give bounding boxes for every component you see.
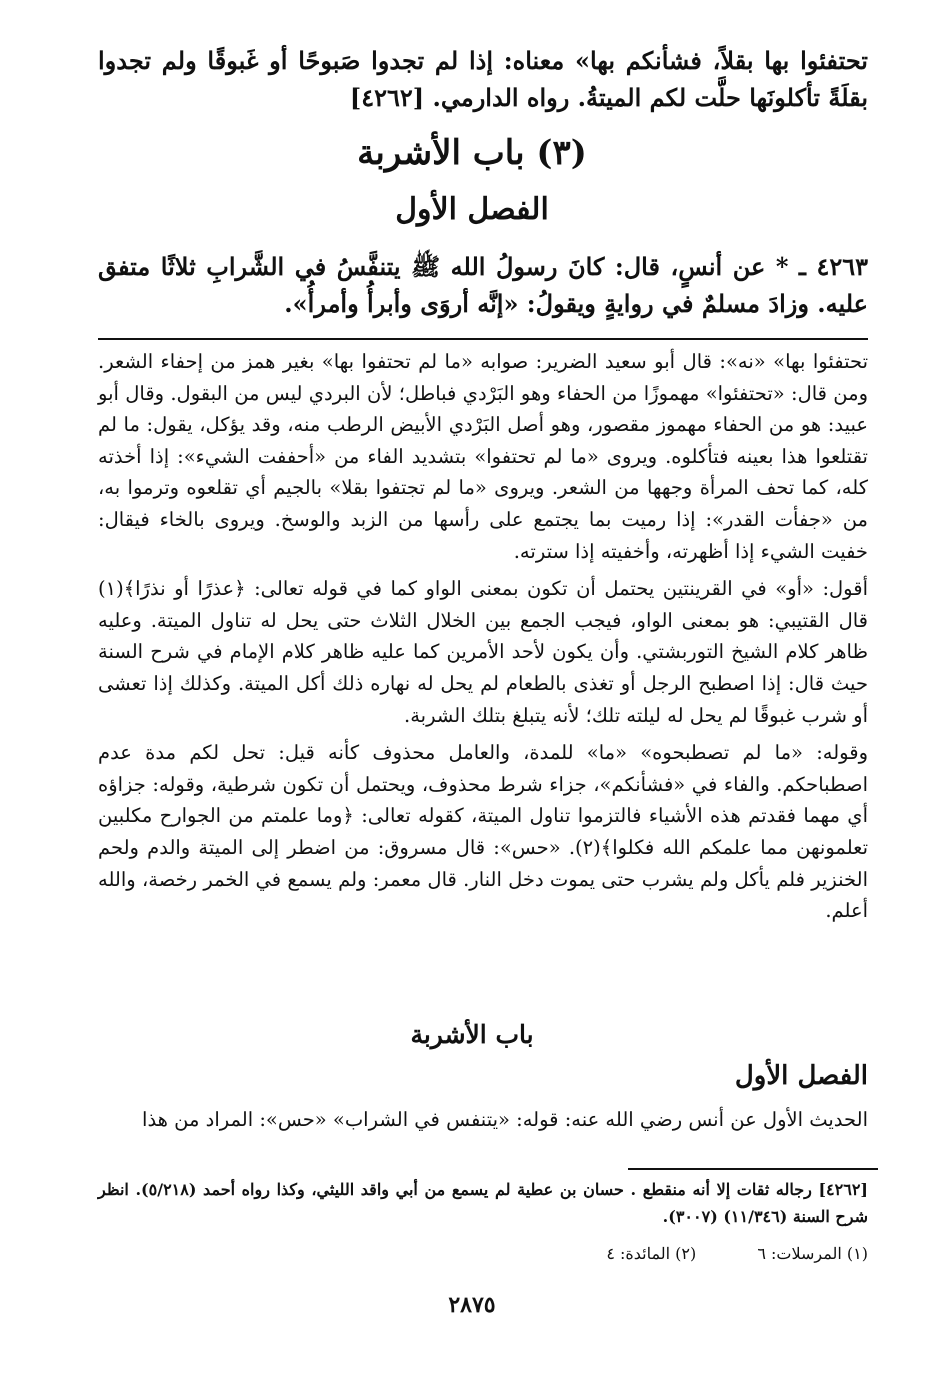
commentary-last-line: الحديث الأول عن أنس رضي الله عنه: قوله: «يتنفس في الشراب» «حس»: المراد من هذا [142,1108,868,1131]
footnote-divider [628,1168,878,1170]
commentary-paragraph: وقوله: «ما لم تصطبحوه» «ما» للمدة، والعامل محذوف كأنه قيل: تحل لكم مدة عدم اصطباحكم. والفاء في «فشأنكم»، جزاء شرط محذوف، ويحتمل أن تكون شرطية، وقوله: جزاؤه أي مهما فقدتم هذه الأشياء فالتزموا تناول الميتة، كقوله تعالى: ﴿وما علمتم من الجوارح مكلبين تعلمونهن مما علمكم الله فكلوا﴾(٢). «حس»: قال مسروق: من اضطر إلى الميتة والدم ولحم الخنزير فلم يأكل ولم يشرب حتى يموت دخل النار. قال معمر: ولم يسمع في الخمر رخصة، والله أعلم. [98,741,868,923]
chapter-title: (٣) باب الأشربة [357,133,587,173]
takhrij-footnote: [٤٢٦٢] رجاله ثقات إلا أنه منقطع . حسان بن عطية لم يسمع من أبي واقد الليثي، وكذا رواه أحمد (٥/٢١٨). انظر شرح السنة (١١/٣٤٦) (٣٠٠٧). [98,1180,868,1226]
commentary-section-heading: الفصل الأول [734,1061,868,1091]
verse-footnotes [98,1240,868,1267]
hadith-4263: ٤٢٦٣ ـ * عن أنسٍ، قال: كانَ رسولُ الله ﷺ يتنفَّسُ في الشَّرابِ ثلاثًا متفق عليه. وزادَ مسلمٌ في روايةٍ ويقولُ: «إنَّه أروَى وأبرأُ وأمرأُ». [98,252,868,318]
footnote-2: (٢) المائدة: ٤ [606,1244,697,1263]
commentary-paragraph: أقول: «أو» في القرينتين يحتمل أن تكون بمعنى الواو كما في قوله تعالى: ﴿عذرًا أو نذرًا﴾(١) قال القتيبي: هو بمعنى الواو، فيجب الجمع بين الخلال الثلاث حتى يحل له تناول الميتة. وعليه ظاهر كلام الشيخ التوربشتي. وأن يكون لأحد الأمرين كما عليه ظاهر كلام الإمام في شرح السنة حيث قال: إذا اصطبح الرجل أو تغذى بالطعام لم يحل له نهاره ذلك أكل الميتة. وكذلك إذا تعشى أو شرب غبوقًا لم يحل له ليلته تلك؛ لأنه يتبلغ بتلك الشربة. [98,577,868,727]
page-number: ٢٨٧٥ [448,1292,496,1318]
main-divider [98,338,868,340]
commentary-chapter-heading: باب الأشربة [410,1020,534,1049]
footnote-1: (١) المرسلات: ٦ [757,1244,868,1263]
top-hadith-continuation: تحتفئوا بها بقلاً، فشأنكم بها» معناه: إذا لم تجدوا صَبوحًا أو غَبوقًا ولم تجدوا بقلَةً تأكلونَها حلَّت لكم الميتةُ. رواه الدارمي. [٤٢٦٢] [98,46,868,112]
commentary-paragraph: تحتفئوا بها» «نه»: قال أبو سعيد الضرير: صوابه «ما لم تحتفوا بها» بغير همز من إحفاء الشعر. ومن قال: «تحتفئوا» مهموزًا من الحفاء وهو البَرْدي فباطل؛ لأن البردي ليس من البقول. وقال أبو عبيد: هو من الحفاء مهموز مقصور، وهو أصل البَرْدي الأبيض الرطب منه، وقد يؤكل، يقول: ما لم تقتلعوا هذا بعينه فتأكلوه. ويروى «ما لم تحتفوا» بتشديد الفاء من «أحففت الشيء»: إذا أخذته كله، كما تحف المرأة وجهها من الشعر. ويروى «ما لم تجتفوا بقلا» بالجيم أي تقلعوه وترموا به، من «جفأت القدر»: إذا رميت بما يجتمع على رأسها من الزبد والوسخ. ويروى بالخاء فيقال: خفيت الشيء إذا أظهرته، وأخفيته إذا سترته. [98,350,868,563]
commentary-block [98,346,868,933]
section-title: الفصل الأول [395,192,549,227]
